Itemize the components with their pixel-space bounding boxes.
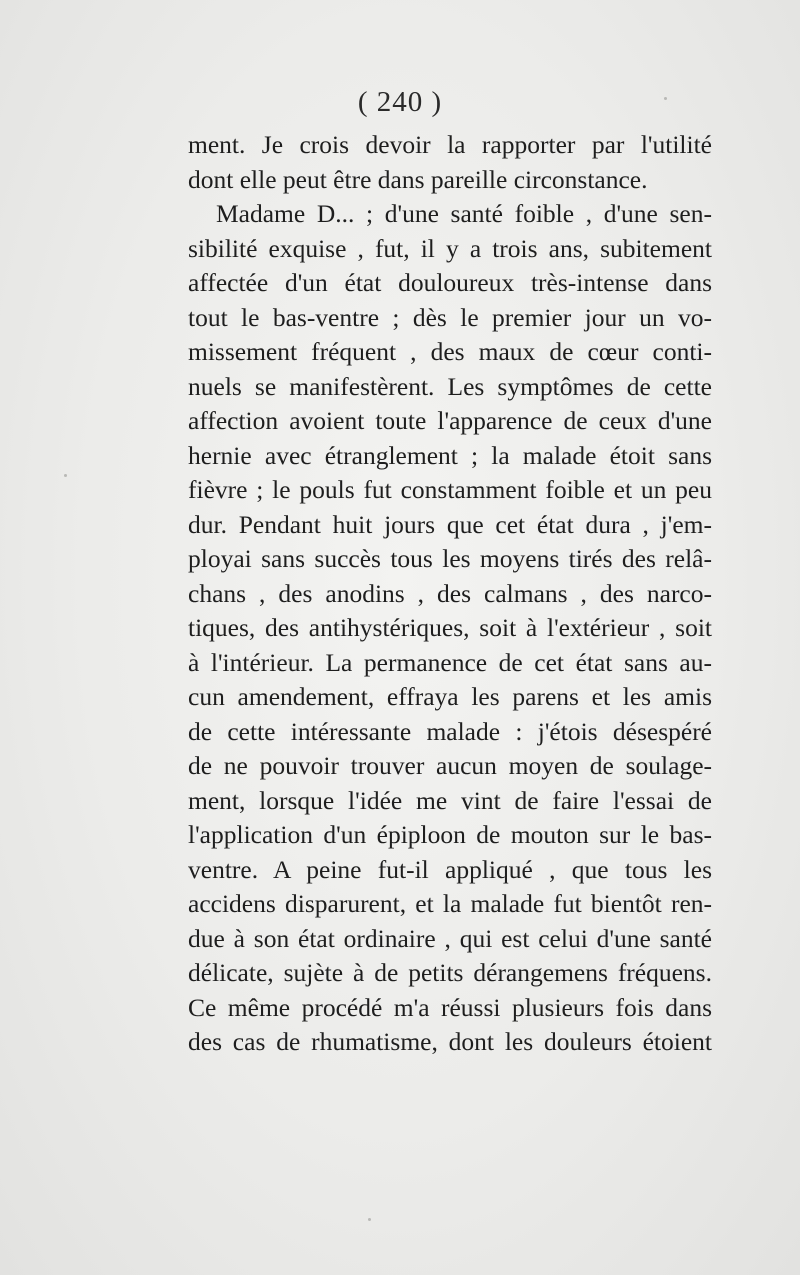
text-line: affectée d'un état douloureux très-intense dans <box>188 268 712 297</box>
text-line: ment. Je crois devoir la rapporter par l'utilité <box>188 130 712 159</box>
text-line: tiques, des antihystériques, soit à l'extérieur , soit <box>188 613 712 642</box>
text-line: l'application d'un épiploon de mouton sur le bas- <box>188 820 712 849</box>
text-line: tout le bas-ventre ; dès le premier jour un vo- <box>188 302 712 332</box>
text-line: fièvre ; le pouls fut constamment foible et un peu <box>188 475 712 504</box>
text-line: ment, lorsque l'idée me vint de faire l'essai de <box>188 785 712 815</box>
text-line: accidens disparurent, et la malade fut bientôt ren- <box>188 889 712 918</box>
text-line: dur. Pendant huit jours que cet état dura , j'em- <box>188 509 712 539</box>
text-line: Ce même procédé m'a réussi plusieurs fois dans <box>188 992 712 1022</box>
text-line: nuels se manifestèrent. Les symptômes de cette <box>188 371 712 401</box>
text-line: des cas de rhumatisme, dont les douleurs étoient <box>188 1027 712 1056</box>
text-line: cun amendement, effraya les parens et les amis <box>188 682 712 711</box>
paper-speck <box>368 1218 371 1221</box>
text-line: ventre. A peine fut-il appliqué , que tous les <box>188 854 712 884</box>
paper-speck <box>664 97 667 100</box>
text-line: de cette intéressante malade : j'étois désespéré <box>188 716 712 746</box>
text-line: délicate, sujète à de petits dérangemens fréquens. <box>188 958 712 987</box>
text-line: Madame D... ; d'une santé foible , d'une sen- <box>216 199 712 228</box>
text-line: à l'intérieur. La permanence de cet état sans au- <box>188 647 712 677</box>
text-line: dont elle peut être dans pareille circonstance. <box>188 164 648 194</box>
page-number: ( 240 ) <box>357 86 443 118</box>
paper-speck <box>64 474 67 477</box>
text-line: de ne pouvoir trouver aucun moyen de soulage- <box>188 751 712 780</box>
text-line: ployai sans succès tous les moyens tirés des relâ- <box>188 544 712 573</box>
text-line: hernie avec étranglement ; la malade étoit sans <box>188 440 712 470</box>
text-line: missement fréquent , des maux de cœur conti- <box>188 337 712 366</box>
text-line: chans , des anodins , des calmans , des narco- <box>188 578 712 608</box>
text-line: sibilité exquise , fut, il y a trois ans, subitement <box>188 233 712 263</box>
body-text <box>188 128 712 1060</box>
text-line: affection avoient toute l'apparence de ceux d'une <box>188 406 712 435</box>
text-line: due à son état ordinaire , qui est celui d'une santé <box>188 923 712 953</box>
